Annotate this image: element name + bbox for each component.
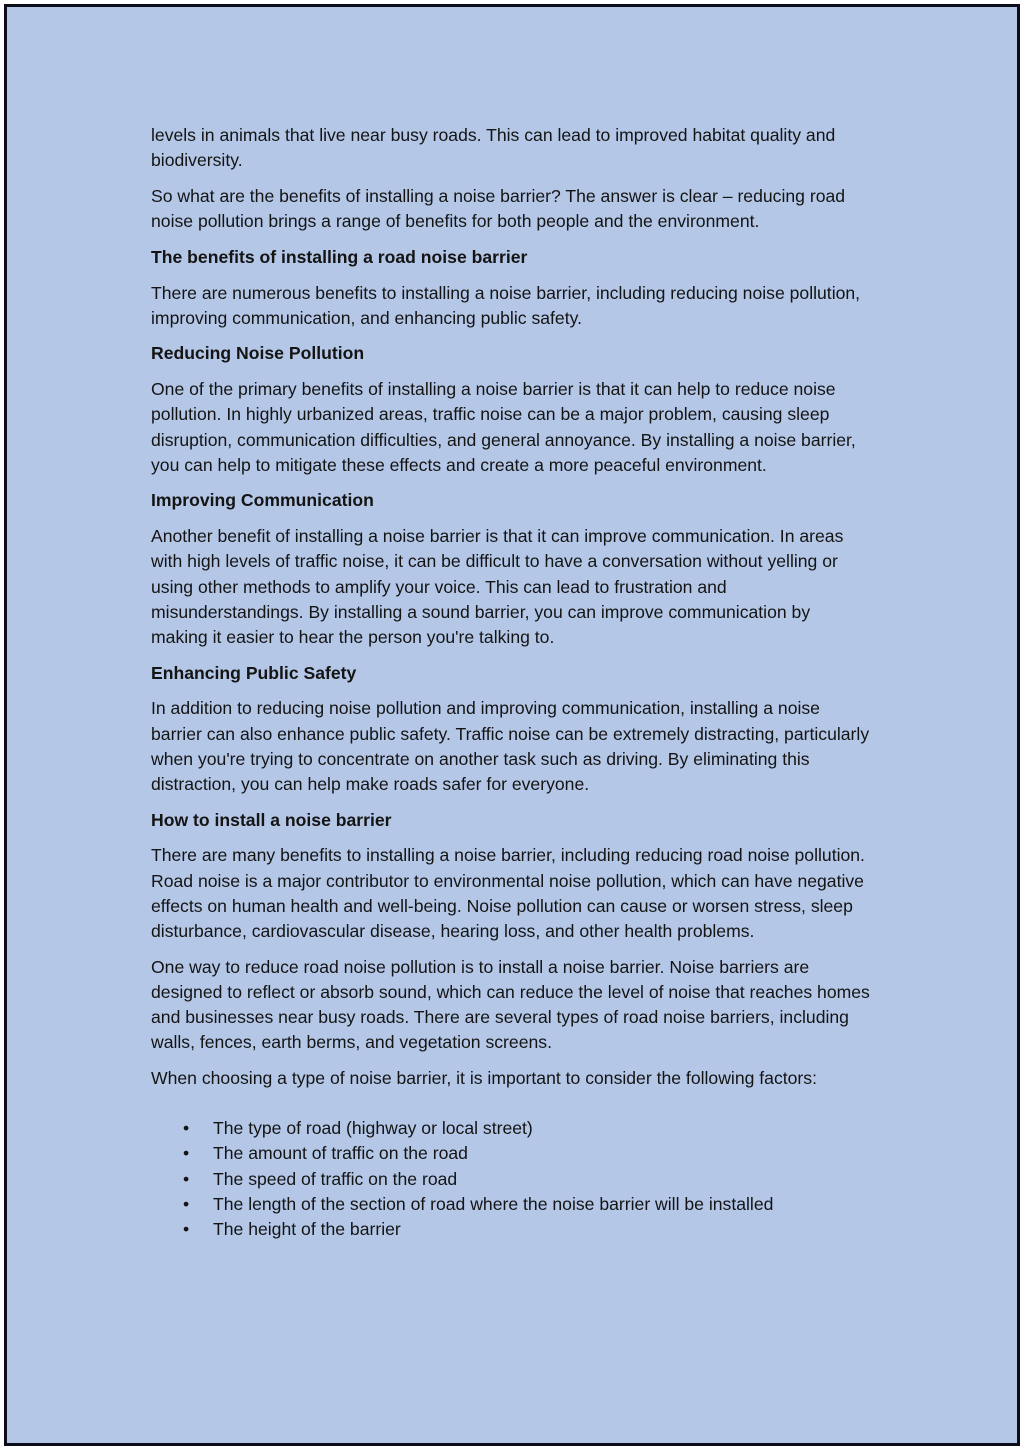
bullet-icon: • — [183, 1219, 190, 1240]
paragraph-choosing-barrier: When choosing a type of noise barrier, it is important to consider the following factors: — [151, 1068, 817, 1088]
bullet-icon: • — [183, 1168, 190, 1189]
paragraph-habitat: levels in animals that live near busy roads. This can lead to improved habitat quality and biodiversity. — [151, 125, 836, 171]
paragraph-benefits-question: So what are the benefits of installing a noise barrier? The answer is clear – reducing road noise pollution brings a range of benefits for both people and the environment. — [151, 185, 846, 232]
document-body — [151, 123, 871, 1242]
bullet-icon: • — [183, 1193, 190, 1214]
heading-how-to-install: How to install a noise barrier — [151, 809, 392, 830]
list-item: • The amount of traffic on the road — [213, 1141, 871, 1166]
paragraph-communication: Another benefit of installing a noise barrier is that it can improve communication. In areas with high levels of traffic noise, it can be difficult to have a conversation without yelling or using other methods to amplify your voice. This can lead to frustration and misunderstandings. By installing a sound barrier, you can improve communication by making it easier to hear the person you're talking to. — [151, 526, 844, 647]
paragraph-install-benefits: There are many benefits to installing a noise barrier, including reducing road noise pollution. Road noise is a major contributor to environmental noise pollution, which can have negative effects on human health and well-being. Noise pollution can cause or worsen stress, sleep disturbance, cardiovascular disease, hearing loss, and other health problems. — [151, 845, 865, 941]
list-item: • The length of the section of road where the noise barrier will be installed — [213, 1192, 871, 1217]
list-item: • The height of the barrier — [213, 1217, 871, 1242]
factors-list — [151, 1116, 871, 1242]
list-item: • The speed of traffic on the road — [213, 1167, 871, 1192]
heading-benefits: The benefits of installing a road noise barrier — [151, 246, 528, 267]
list-item: • The type of road (highway or local street) — [213, 1116, 871, 1141]
heading-communication: Improving Communication — [151, 490, 374, 511]
paragraph-numerous-benefits: There are numerous benefits to installing a noise barrier, including reducing noise pollution, improving communication, and enhancing public safety. — [151, 282, 861, 328]
bullet-icon: • — [183, 1143, 190, 1164]
paragraph-public-safety: In addition to reducing noise pollution and improving communication, installing a noise barrier can also enhance public safety. Traffic noise can be extremely distracting, particularly when you're trying to concentrate on another task such as driving. By eliminating this distraction, you can help make roads safer for everyone. — [151, 698, 870, 794]
paragraph-reduce-road-noise: One way to reduce road noise pollution is to install a noise barrier. Noise barriers are designed to reflect or absorb sound, which can reduce the level of noise that reaches homes and businesses near busy roads. There are several types of road noise barriers, including walls, fences, earth berms, and vegetation screens. — [151, 956, 870, 1053]
heading-reducing-noise: Reducing Noise Pollution — [151, 343, 365, 364]
paragraph-reducing-noise: One of the primary benefits of installing a noise barrier is that it can help to reduce noise pollution. In highly urbanized areas, traffic noise can be a major problem, causing sleep disruption, communication difficulties, and general annoyance. By installing a noise barrier, you can help to mitigate these effects and create a more peaceful environment. — [151, 379, 856, 475]
bullet-icon: • — [183, 1118, 190, 1139]
heading-public-safety: Enhancing Public Safety — [151, 662, 357, 683]
